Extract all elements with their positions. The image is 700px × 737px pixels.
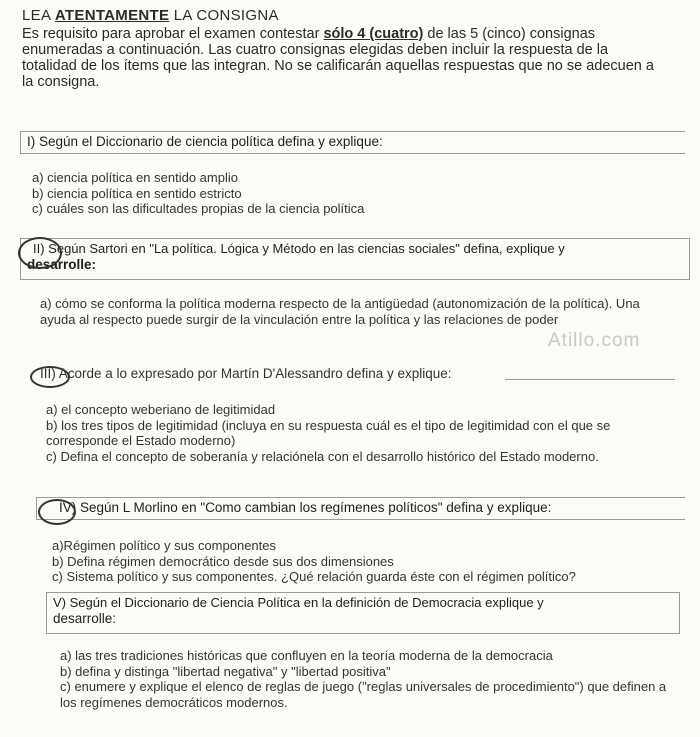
section-5-heading <box>46 592 680 634</box>
section-3-heading <box>40 366 500 382</box>
title-prefix: LEA <box>22 7 51 24</box>
intro-part-a: Es requisito para aprobar el examen contestar <box>22 26 320 42</box>
watermark: Atillo.com <box>548 330 641 351</box>
list-item: c) Sistema político y sus componentes. ¿Qué relación guarda éste con el régimen político? <box>52 569 576 584</box>
section-4-heading <box>36 497 685 520</box>
section-2-items <box>40 296 660 327</box>
hand-drawn-circle <box>38 499 76 525</box>
list-item: b) Defina régimen democrático desde sus dos dimensiones <box>52 553 394 569</box>
list-item: c) cuáles son las dificultades propias de la ciencia política <box>32 201 365 216</box>
intro-bold: sólo 4 (cuatro) <box>323 26 424 42</box>
list-item: c) Defina el concepto de soberanía y relaciónela con el desarrollo histórico del Estado moderno. <box>46 448 599 464</box>
list-item: a) ciencia política en sentido amplio <box>32 170 238 185</box>
instructions-title <box>22 8 662 24</box>
hand-drawn-circle <box>30 366 70 388</box>
section-1-heading <box>20 131 685 154</box>
section-5-heading-line-2: desarrolle: <box>53 611 117 626</box>
heading-rule <box>505 379 675 380</box>
section-3-items <box>46 402 666 464</box>
intro-part-b: de las 5 (cinco) consignas enumeradas a continuación. Las cuatro consignas elegidas deben incluir la respuesta de la totalidad de los ítems que las integran. No se calificarán aquellas respuestas que no se adecuen a la consigna. <box>22 26 654 90</box>
section-4-items <box>52 538 672 585</box>
list-item: a)Régimen político y sus componentes <box>52 538 277 553</box>
section-5-heading-line-1: V) Según el Diccionario de Ciencia Política en la definición de Democracia explique y <box>53 595 544 610</box>
list-item: a) cómo se conforma la política moderna respecto de la antigüedad (autonomización de la política). Una ayuda al respecto puede surgir de la vinculación entre la política y las relaciones de poder <box>40 296 640 327</box>
list-item: a) el concepto weberiano de legitimidad <box>46 402 276 417</box>
instructions-text <box>22 26 662 90</box>
hand-drawn-circle <box>18 237 62 269</box>
section-5-items <box>60 648 680 710</box>
title-emphasis: ATENTAMENTE <box>54 7 170 24</box>
section-2-heading <box>20 238 690 280</box>
instructions-header <box>22 8 662 90</box>
section-2-heading-line-1: II) Según Sartori en "La política. Lógica y Método en las ciencias sociales" defina, explique y <box>33 241 565 256</box>
list-item: c) enumere y explique el elenco de reglas de juego ("reglas universales de procedimiento") que definen a los regímenes democráticos modernos. <box>60 679 667 710</box>
section-2-heading-line-2: desarrolle: <box>27 257 97 272</box>
section-4-heading-text: IV) Según L Morlino en "Como cambian los regímenes políticos" defina y explique: <box>59 500 552 515</box>
list-item: b) ciencia política en sentido estricto <box>32 185 242 201</box>
list-item: a) las tres tradiciones históricas que confluyen en la teoría moderna de la democracia <box>60 648 553 663</box>
section-1-heading-text: I) Según el Diccionario de ciencia política defina y explique: <box>27 134 383 149</box>
title-suffix: LA CONSIGNA <box>173 7 279 24</box>
list-item: b) defina y distinga "libertad negativa" y "libertad positiva" <box>60 663 391 679</box>
section-3-heading-text: III) Acorde a lo expresado por Martín D'Alessandro defina y explique: <box>40 366 452 381</box>
section-1-items <box>32 170 652 217</box>
list-item: b) los tres tipos de legitimidad (incluya en su respuesta cuál es el tipo de legitimidad con el que se corresponde el Estado moderno) <box>46 417 611 448</box>
